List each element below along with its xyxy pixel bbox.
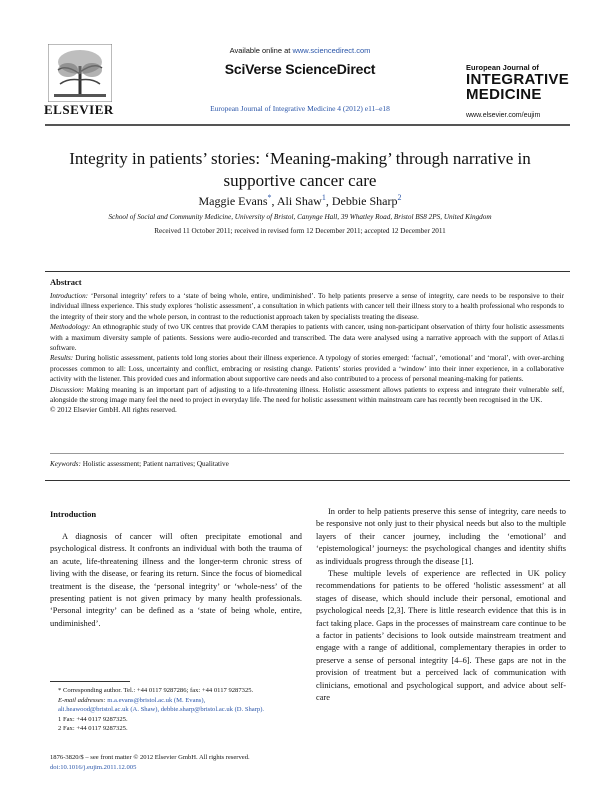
- author-name: Maggie Evans: [198, 194, 268, 208]
- issn-line: 1876-3820/$ – see front matter © 2012 Elsevier GmbH. All rights reserved.: [50, 754, 250, 761]
- left-column-text: [50, 531, 302, 630]
- abstract-results: Results: During holistic assessment, patients told long stories about their illness experience. A typology of stories emerged: ‘factual’, ‘emotional’ and ‘moral’, with over-arching processes common to all: Loss, uncertainty and conflict, embracing or resisting change. Patients’ stories provided a ‘window’ into their inner experience, in a collaborative activity with the listener. This provided cues and information about supportive care needs and also contributed to a process of personal meaning-making for patients.: [50, 354, 565, 384]
- keywords: Keywords: Holistic assessment; Patient narratives; Qualitative: [50, 460, 229, 468]
- abstract-divider-top: [45, 271, 570, 272]
- available-online-line: Available online at www.sciencedirect.com: [229, 46, 371, 55]
- page-footer: [50, 753, 350, 772]
- sciencedirect-link[interactable]: www.sciencedirect.com: [292, 46, 371, 55]
- brand-line1: European Journal of: [466, 63, 539, 72]
- affiliation: School of Social and Community Medicine, University of Bristol, Canynge Hall, 39 Whatley Road, Bristol BS8 2PS, United Kingdom: [108, 213, 492, 221]
- publisher-logo-word: ELSEVIER: [44, 102, 114, 117]
- sciverse-logo: SciVerse ScienceDirect: [224, 61, 376, 77]
- header-divider: [45, 124, 570, 126]
- author-name: Ali Shaw: [276, 194, 322, 208]
- article-title: Integrity in patients’ stories: ‘Meaning-making’ through narrative in supportive cancer care: [69, 149, 531, 190]
- footnotes: [50, 686, 302, 734]
- paragraph: A diagnosis of cancer will often precipitate emotional and psychological distress. It confronts an individual with both the trauma of an acute, life-threatening illness and the longer-term chronic stress of living with the disease, or fearing its return. Since the focus of biomedical treatment is the disease, the ‘personal integrity’ or ‘whole-ness’ of the presenting patient is not given primacy by many health professionals. ‘Personal integrity’ can be defined as a ‘state of being whole, entire, undiminished’.: [50, 532, 302, 628]
- author-footnote-marker[interactable]: 1: [321, 193, 326, 202]
- paragraph: In order to help patients preserve this sense of integrity, care needs to be responsive not only just to their physical needs but also to the multiple layers of their cancer journey, including the ‘emotional’ and ‘epistemological’ journeys: the psychological changes and identity shifts as individuals progress through the disease [1].: [316, 507, 566, 566]
- author-name: Debbie Sharp: [331, 194, 398, 208]
- brand-line3: MEDICINE: [466, 86, 542, 103]
- article-dates: Received 11 October 2011; received in revised form 12 December 2011; accepted 12 December 2011: [154, 227, 446, 235]
- author-footnote-marker[interactable]: *: [267, 193, 272, 202]
- email-note: E-mail addresses: m.a.evans@bristol.ac.uk (M. Evans),: [58, 696, 206, 704]
- fax-note: 2 Fax: +44 0117 9287325.: [58, 725, 128, 733]
- abstract-methodology: Methodology: An ethnographic study of two UK centres that provide CAM therapies to patients with cancer, using non-participant observation of thirty four holistic assessments with a maximum diversity sample of patients. Sessions were audio-recorded and transcribed. The data were analysed using a narrative approach with the support of Atlas.ti software.: [50, 323, 564, 353]
- section-heading: Introduction: [50, 509, 97, 519]
- abstract-copyright: © 2012 Elsevier GmbH. All rights reserved.: [50, 406, 177, 415]
- paragraph: These multiple levels of experience are reflected in UK policy recommendations for patients to be offered ‘holistic assessment’ at all stages of disease, which should include their personal, emotional and psychological needs [2,3]. There is little research evidence that this is in fact taking place. Gaps in the processes of mainstream care continue to be a factor in patients’ decisions to look outside mainstream treatment and engage with a range of additional, complementary therapies in order to preserve a sense of personal integrity [4–6]. These gaps are not in the provision of treatment but a perceived lack of communication with clinicians, emotional and psychological support, and advice about self-care: [316, 569, 566, 703]
- author-footnote-marker[interactable]: 2: [397, 193, 402, 202]
- abstract-introduction: Introduction: ‘Personal integrity’ refers to a ‘state of being whole, entire, undiminished’. To help patients preserve a sense of integrity, care needs to be responsive to their individual illness experience. This study explores ‘holistic assessment’, a consultation in which patients with cancer tell their illness story to a health professional who responds to the integrity of their story and the whole person, in contrast to the reductionist approach taken by specialists treating the disease.: [50, 292, 565, 321]
- abstract-discussion: Discussion: Making meaning is an important part of adjusting to a life-threatening illness. Holistic assessment allows patients to express and integrate their vulnerable self, alongside the strong image many feel the need to project in everyday life. The need for holistic assessment within mainstream care has recently been recognised in the UK.: [50, 385, 564, 405]
- doi-link[interactable]: doi:10.1016/j.eujim.2011.12.005: [50, 763, 137, 771]
- email-link[interactable]: m.a.evans@bristol.ac.uk (M. Evans),: [107, 696, 206, 704]
- footnote-divider: [50, 681, 130, 682]
- right-column-text: [316, 506, 566, 705]
- email-link[interactable]: ali.heawood@bristol.ac.uk (A. Shaw), debbie.sharp@bristol.ac.uk (D. Sharp).: [58, 706, 265, 714]
- brand-url[interactable]: www.elsevier.com/eujim: [466, 112, 541, 119]
- journal-reference[interactable]: European Journal of Integrative Medicine 4 (2012) e11–e18: [210, 104, 390, 113]
- abstract-body: [50, 291, 564, 416]
- abstract-divider-bottom: [45, 480, 570, 481]
- author-list: Maggie Evans*, Ali Shaw$^1$, Debbie Sharp$^2$: [198, 193, 402, 208]
- keywords-divider: [50, 453, 564, 454]
- fax-note: 1 Fax: +44 0117 9287325.: [58, 715, 128, 723]
- corresponding-author-note: * Corresponding author. Tel.: +44 0117 9287286; fax: +44 0117 9287325.: [58, 687, 254, 694]
- brand-line2: INTEGRATIVE: [466, 71, 570, 88]
- abstract-heading: Abstract: [50, 277, 82, 287]
- journal-brand: [466, 63, 570, 119]
